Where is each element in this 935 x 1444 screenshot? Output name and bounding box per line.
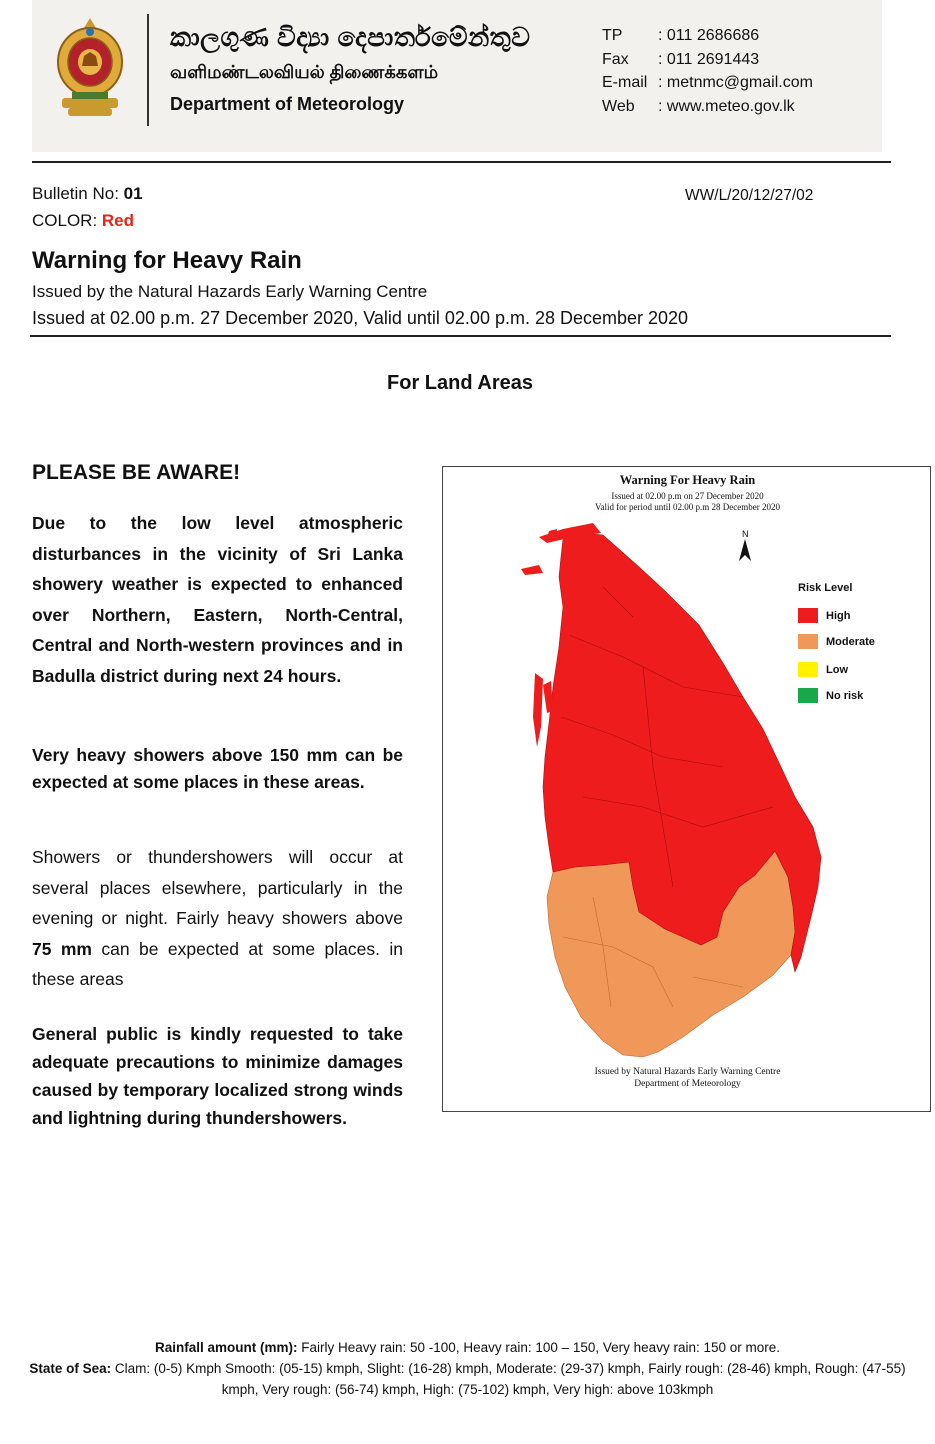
warning-title: Warning for Heavy Rain: [32, 247, 302, 274]
department-name-tamil: வளிமண்டலவியல் திணைக்களம்: [170, 62, 439, 82]
header-divider: [147, 14, 149, 126]
legend-swatch-no-risk: [798, 688, 818, 703]
issued-by: Issued by the Natural Hazards Early Warning Centre: [32, 282, 428, 301]
department-name-sinhala: කාලගුණ විද්‍යා දෙපාර්තමේන්තුව: [170, 22, 531, 52]
sri-lanka-map: [443, 467, 932, 1113]
contact-row-web: Web : www.meteo.gov.lk: [602, 97, 795, 115]
bulletin-number: Bulletin No: 01: [32, 184, 143, 203]
contact-row-email: E-mail : metnmc@gmail.com: [602, 74, 813, 91]
contact-row-fax: Fax : 011 2691443: [602, 50, 760, 68]
legend-title: Risk Level: [798, 582, 853, 594]
letterhead: [32, 0, 882, 152]
map-title: Warning For Heavy Rain: [619, 473, 756, 487]
sri-lanka-emblem-icon: [52, 16, 128, 120]
legend-item-no-risk: No risk: [798, 688, 863, 703]
map-footer-department: Department of Meteorology: [634, 1079, 741, 1089]
paragraph-very-heavy: Very heavy showers above 150 mm can be expected at some places in these areas.: [32, 745, 403, 792]
map-footer-issuer: Issued by Natural Hazards Early Warning Centre: [594, 1067, 781, 1077]
paragraph-forecast: Due to the low level atmospheric disturbances in the vicinity of Sri Lanka showery weather is expected to enhanced over Northern, Eastern, North-Central, Central and North-western provinces and in Badulla district during next 24 hours.: [32, 513, 403, 686]
risk-map: [442, 466, 931, 1112]
section-title: For Land Areas: [387, 372, 533, 394]
sea-state-definition: State of Sea: Clam: (0-5) Kmph Smooth: (05-15) kmph, Slight: (16-28) kmph, Moderate: (29-37) kmph, Fairly rough: (28-46) kmph, Rough: (47-55) kmph, Very rough: (56-74) kmph, High: (75-102) kmph, Very high: above 103kmph: [29, 1361, 906, 1397]
issued-at: Issued at 02.00 p.m. 27 December 2020, Valid until 02.00 p.m. 28 December 2020: [32, 308, 689, 328]
header-rule: [32, 161, 891, 163]
legend-item-moderate: Moderate: [798, 634, 875, 649]
map-issued: Issued at 02.00 p.m on 27 December 2020: [611, 491, 764, 501]
map-valid: Valid for period until 02.00 p.m 28 December 2020: [595, 502, 780, 512]
bulletin-color: COLOR: Red: [32, 211, 135, 230]
legend-item-low: Low: [798, 662, 848, 677]
please-be-aware-heading: PLEASE BE AWARE!: [32, 461, 241, 484]
legend-swatch-moderate: [798, 634, 818, 649]
department-name-english: Department of Meteorology: [170, 94, 405, 114]
paragraph-precautions: General public is kindly requested to take adequate precautions to minimize damages caused by temporary localized strong winds and lightning during thundershowers.: [32, 1024, 403, 1128]
north-label: N: [742, 529, 749, 539]
legend-item-high: High: [798, 608, 850, 623]
paragraph-showers: Showers or thundershowers will occur at several places elsewhere, particularly in the evening or night. Fairly heavy showers above 75 mm can be expected at some places. in these areas: [32, 847, 403, 989]
legend-swatch-low: [798, 662, 818, 677]
rainfall-definition: Rainfall amount (mm): Fairly Heavy rain: 50 -100, Heavy rain: 100 – 150, Very heavy rain: 150 or more.: [154, 1340, 780, 1355]
bulletin-reference: WW/L/20/12/27/02: [685, 187, 814, 204]
legend-swatch-high: [798, 608, 818, 623]
title-rule: [30, 335, 891, 337]
contact-row-tp: TP : 011 2686686: [602, 27, 760, 44]
contact-details: [602, 24, 813, 118]
